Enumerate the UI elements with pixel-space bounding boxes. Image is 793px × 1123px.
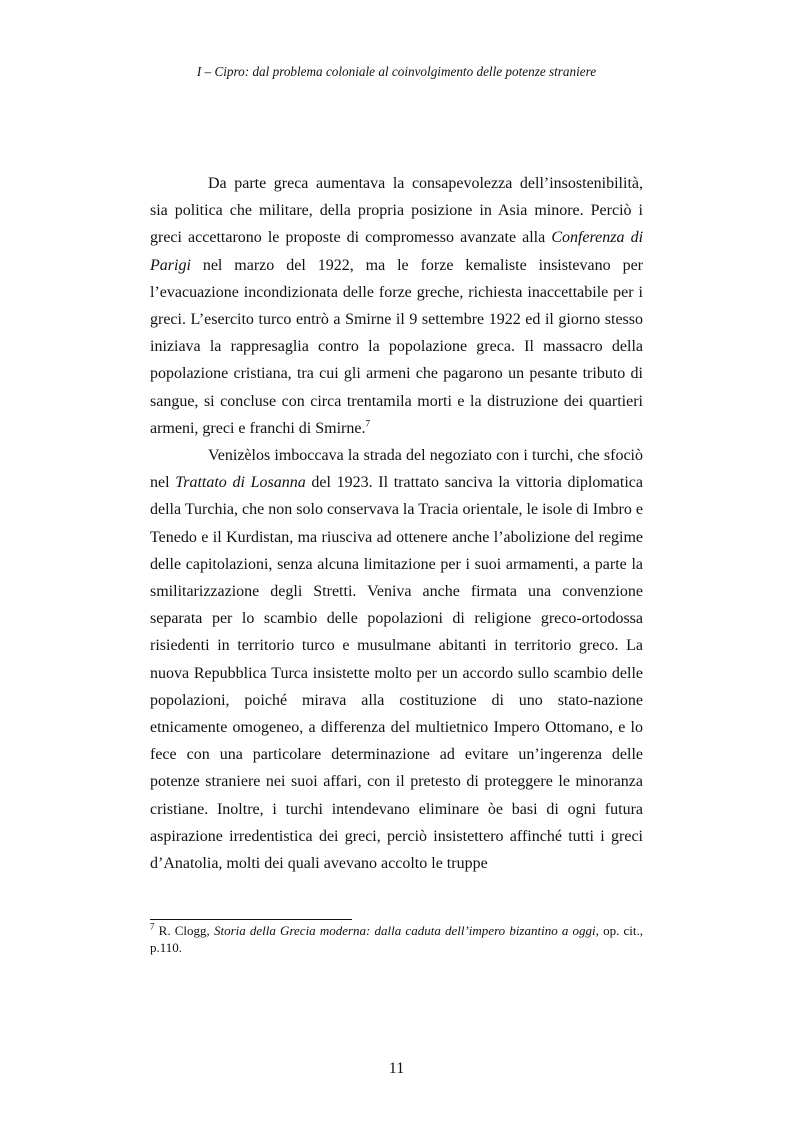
running-header: I – Cipro: dal problema coloniale al coinvolgimento delle potenze straniere (196, 64, 597, 79)
p2-text-2: del 1923. Il trattato sanciva la vittoria diplomatica della Turchia, che non solo conservava la Tracia orientale, le isole di Imbro e Tenedo e il Kurdistan, ma riusciva ad ottenere anche l’abolizione del regime delle capitolazioni, senza alcuna limitazione per i suoi armamenti, a parte la smilitarizzazione degli Stretti. Veniva anche firmata una convenzione separata per lo scambio delle popolazioni di religione greco-ortodossa risiedenti in territorio turco e musulmane abitanti in territorio greco. La nuova Repubblica Turca insistette molto per un accordo sullo scambio delle popolazioni, poiché mirava alla costituzione di uno stato-nazione etnicamente omogeneo, a differenza del multietnico Impero Ottomano, e lo fece con una particolare determinazione ad evitare un’ingerenza delle potenze straniere nei suoi affari, con il pretesto di proteggere le minoranza cristiane. Inoltre, i turchi intendevano eliminare òe basi di ogni futura aspirazione irredentistica dei greci, perciò insistettero affinché tutti i greci d’Anatolia, molti dei quali avevano accolto le truppe (150, 474, 643, 873)
paragraph-2 (150, 442, 643, 877)
p1-text-2: nel marzo del 1922, ma le forze kemaliste insistevano per l’evacuazione incondizionata delle forze greche, richiesta inaccettabile per i greci. L’esercito turco entrò a Smirne il 9 settembre 1922 ed il giorno stesso iniziava la rappresaglia contro la popolazione greca. Il massacro della popolazione cristiana, tra cui gli armeni che pagarono un pesante tributo di sangue, si concluse con circa trentamila morti e la distruzione dei quartieri armeni, greci e franchi di Smirne. (150, 256, 643, 437)
footnote-separator (150, 919, 352, 920)
footnote-rest: op. cit., p.110. (150, 923, 643, 955)
footnote-title: Storia della Grecia moderna: dalla caduta dell’impero bizantino a oggi, (213, 923, 599, 938)
footnote-author: R. Clogg, (154, 923, 214, 938)
page-number: 11 (388, 1060, 405, 1077)
p2-italic-trattato: Trattato di Losanna (175, 474, 306, 492)
footnote-reference[interactable]: 7 (365, 418, 370, 429)
p1-italic-conferenza: Conferenza di Parigi (150, 229, 644, 274)
p2-text-1: Venizèlos imboccava la strada del negoziato con i turchi, che sfociò nel (150, 447, 643, 492)
paragraph-1 (150, 170, 643, 442)
footnote-marker: 7 (150, 921, 155, 932)
footnote (150, 922, 643, 956)
p1-text-1: Da parte greca aumentava la consapevolezza dell’insostenibilità, sia politica che militare, della propria posizione in Asia minore. Perciò i greci accettarono le proposte di compromesso avanzate alla (150, 175, 643, 247)
body-text (150, 170, 643, 877)
